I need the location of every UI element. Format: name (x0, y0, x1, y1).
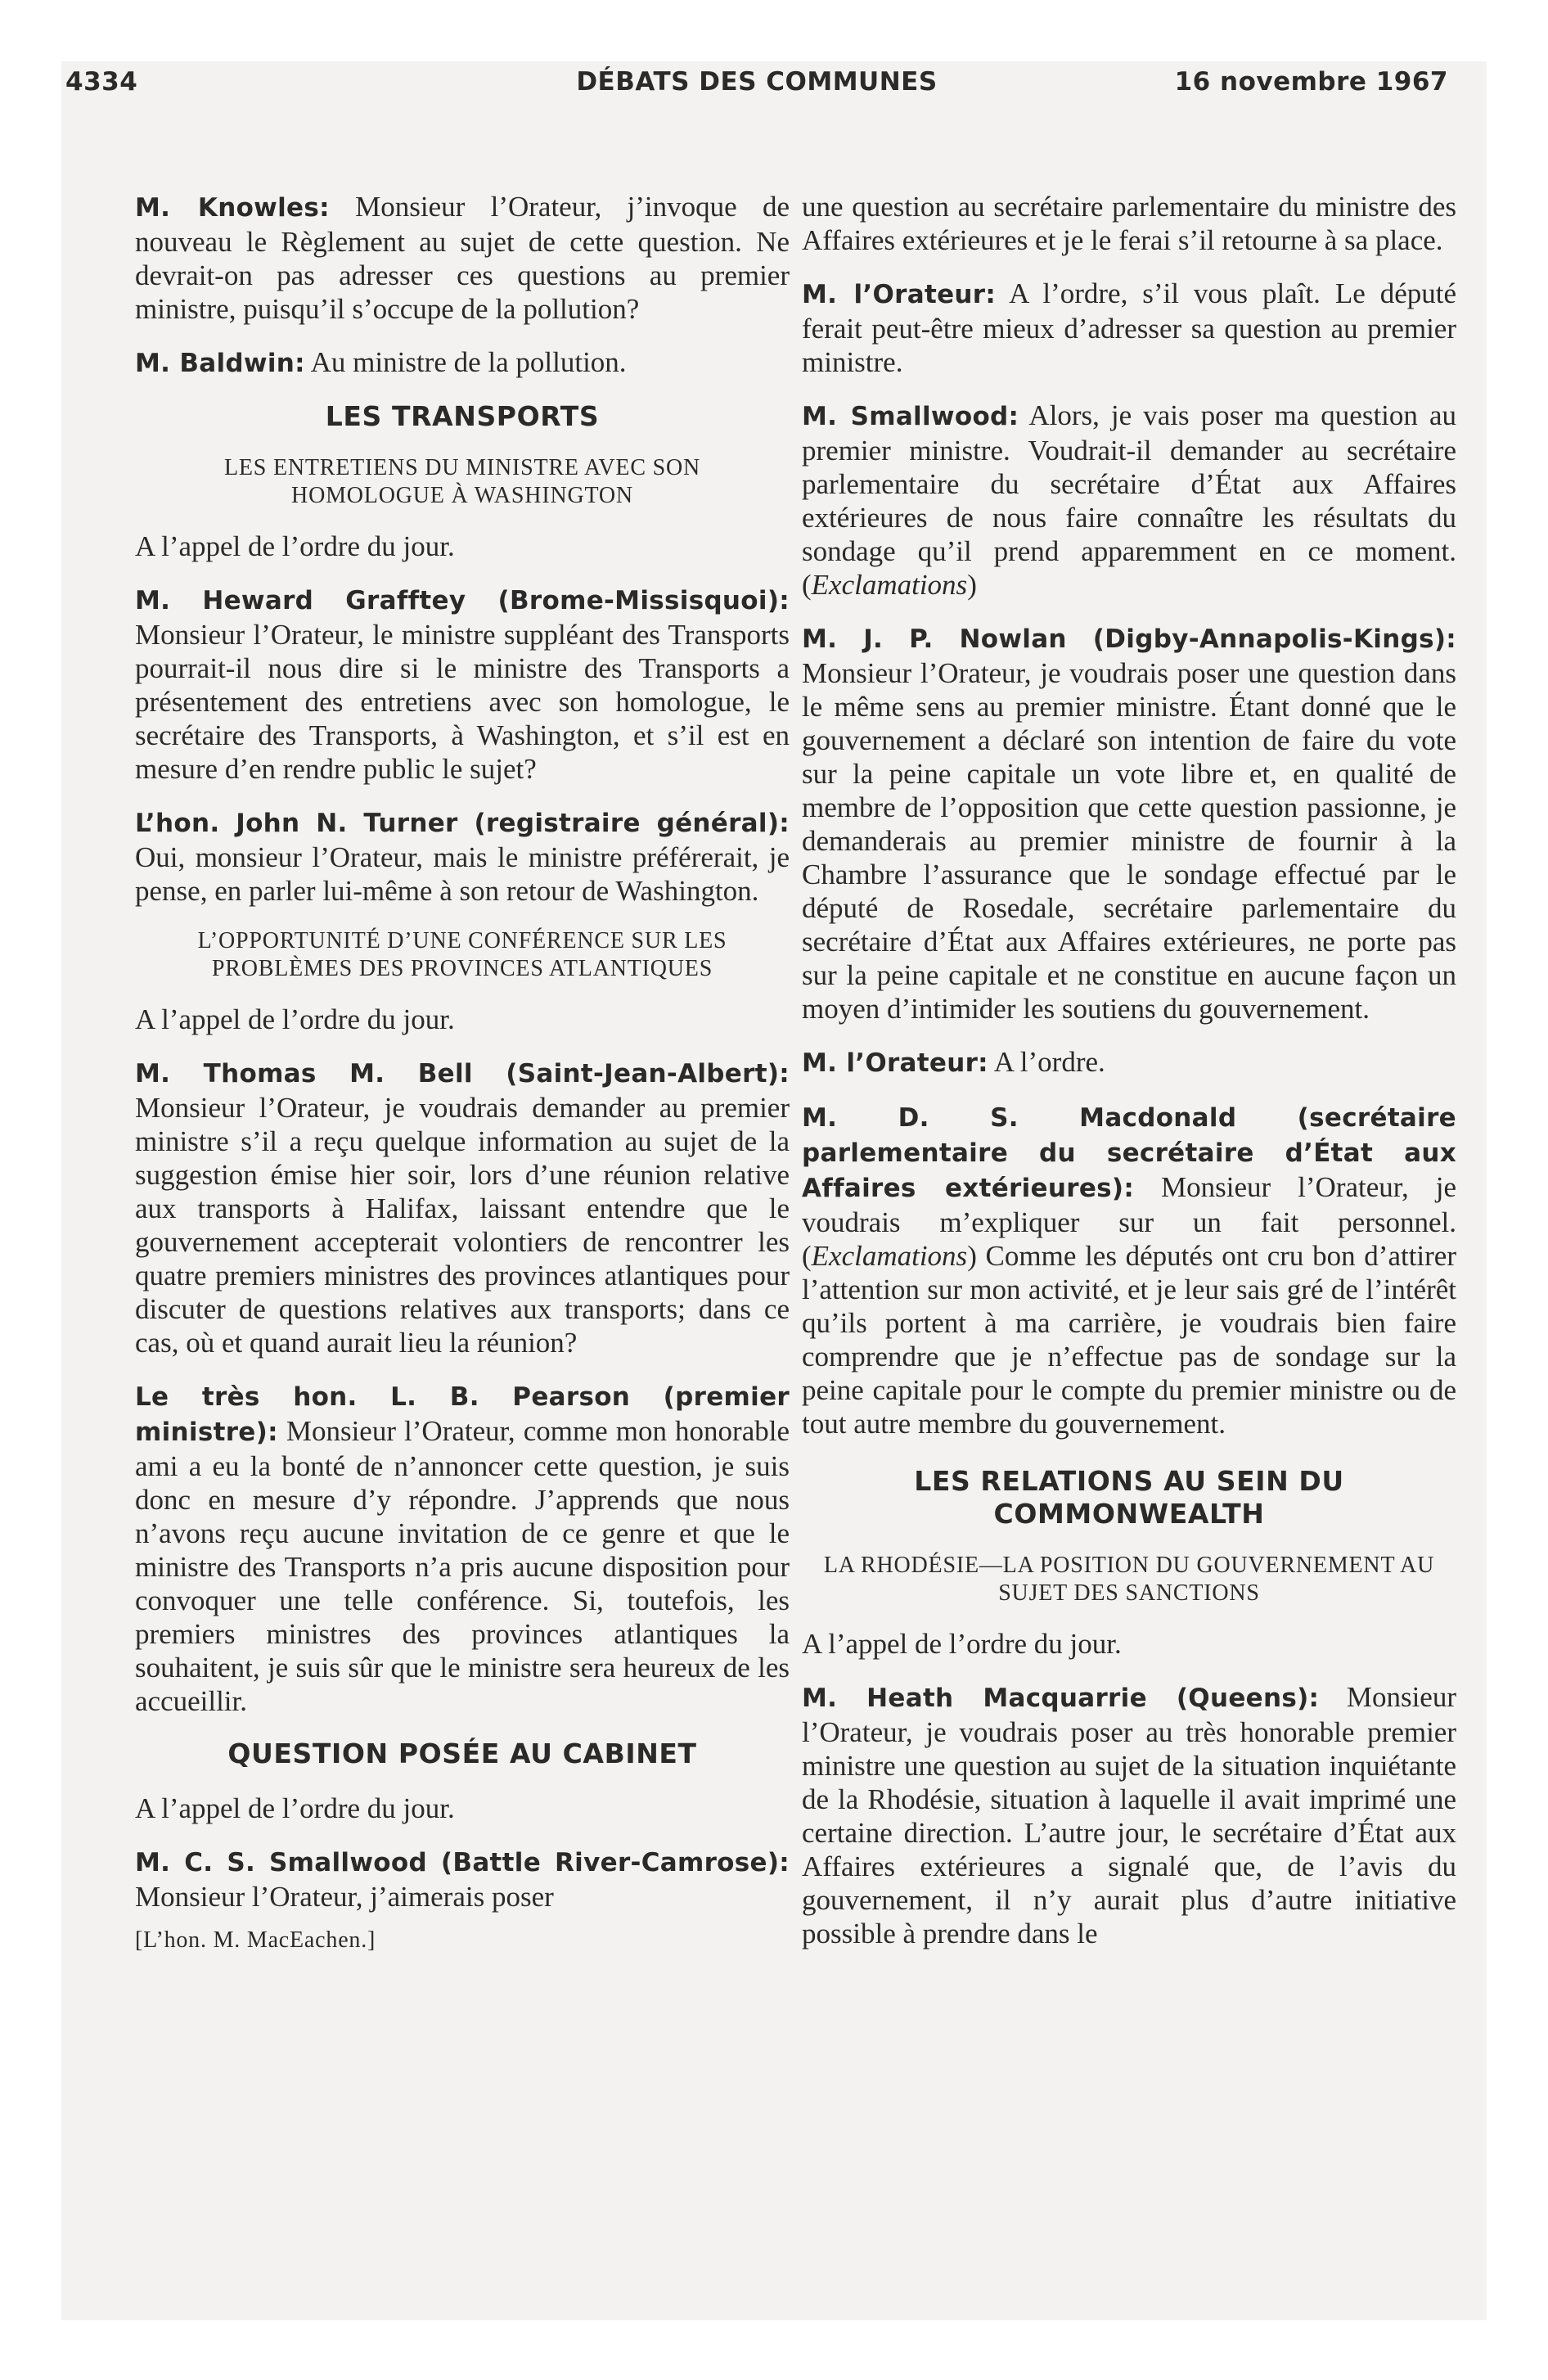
speech-text: Monsieur l’Orateur, je voudrais poser au très honorable premier ministre une question au sujet de la situation inquiétante de la Rhodésie, situation à laquelle il avait imprimé une certaine direction. L’autre jour, le secrétaire d’État aux Affaires extérieures a signalé que, de l’avis du gouvernement, il n’y aurait plus d’autre initiative possible à prendre dans le (802, 1681, 1456, 1950)
speech-text: Monsieur l’Orateur, comme mon honorable ami a eu la bonté de n’annoncer cette question, je suis donc en mesure d’y répondre. J’apprends que nous n’avons reçu aucune invitation de ce genre et que le ministre des Transports n’a pris aucune disposition pour convoquer une telle conférence. Si, toutefois, les premiers ministres des provinces atlantiques la souhaitent, je suis sûr que le ministre sera heureux de les accueillir. (135, 1415, 790, 1717)
speaker-name: M. Knowles: (135, 193, 330, 223)
paragraph (802, 1045, 1456, 1080)
interjection: Exclamations (811, 569, 968, 601)
paragraph (802, 1680, 1456, 1950)
paragraph (135, 805, 790, 908)
speaker-name: L’hon. John N. Turner (registraire général): (135, 809, 790, 838)
speech-text: Monsieur l’Orateur, je voudrais m’expliquer sur un fait personnel. ( (802, 1171, 1456, 1272)
paragraph (135, 1056, 790, 1359)
subsection-heading: LES ENTRETIENS DU MINISTRE AVEC SON HOMOLOGUE À WASHINGTON (223, 455, 701, 508)
order-of-day: A l’appel de l’ordre du jour. (135, 1003, 455, 1035)
speech-text: Monsieur l’Orateur, j’aimerais poser (135, 1881, 554, 1913)
speech-text: Alors, je vais poser ma question au premier ministre. Voudrait-il demander au secrétaire parlementaire du secrétaire d’État aux Affaires extérieures de nous faire connaître les résultats du sondage qu’il prend apparemment en ce moment. ( (802, 399, 1456, 601)
speech-text: ) (967, 569, 977, 601)
speech-text: Monsieur l’Orateur, je voudrais demander au premier ministre s’il a reçu quelque information au sujet de la suggestion émise hier soir, lors d’une réunion relative aux transports à Halifax, laissant entendre que le gouvernement accepterait volontiers de rencontrer les quatre premiers ministres des provinces atlantiques pour discuter de questions relatives aux transports; dans ce cas, où et quand aurait lieu la réunion? (135, 1092, 790, 1359)
speaker-name: Le très hon. L. B. Pearson (premier ministre): (135, 1382, 790, 1447)
subsection-heading: L’OPPORTUNITÉ D’UNE CONFÉRENCE SUR LES PROBLÈMES DES PROVINCES ATLANTIQUES (197, 928, 727, 981)
paragraph (135, 1845, 790, 1913)
journal-title: DÉBATS DES COMMUNES (576, 67, 938, 97)
speech-text: Monsieur l’Orateur, j’invoque de nouveau le Règlement au sujet de cette question. Ne devrait-on pas adresser ces questions au premier ministre, puisqu’il s’occupe de la pollution? (135, 191, 790, 325)
speech-text: Monsieur l’Orateur, le ministre suppléant des Transports pourrait-il nous dire si le ministre des Transports a présentement des entretiens avec son homologue, le secrétaire des Transports, à Washington, et s’il est en mesure d’en rendre public le sujet? (135, 619, 790, 785)
paragraph (135, 583, 790, 786)
speech-text: A l’ordre, s’il vous plaît. Le député ferait peut-être mieux d’adresser sa question au premier ministre. (802, 277, 1456, 378)
speaker-name: M. Heward Grafftey (Brome-Missisquoi): (135, 586, 790, 615)
left-column (135, 190, 790, 1957)
paragraph (802, 1100, 1456, 1440)
speaker-name: M. Smallwood: (802, 402, 1019, 431)
right-column (802, 190, 1456, 1970)
speaker-name: M. J. P. Nowlan (Digby-Annapolis-Kings): (802, 624, 1456, 654)
speaker-name: M. C. S. Smallwood (Battle River-Camrose): (135, 1848, 790, 1877)
paragraph (135, 1379, 790, 1718)
page-number: 4334 (65, 67, 138, 97)
speech-text: ) Comme les députés ont cru bon d’attirer l’attention sur mon activité, et je leur sais gré de l’intérêt qu’ils portent à ma carrière, je voudrais bien faire comprendre que je n’effectue pas de sondage sur la peine capitale pour le compte du premier ministre ou de tout autre membre du gouvernement. (802, 1240, 1456, 1440)
section-heading: LES RELATIONS AU SEIN DU COMMONWEALTH (914, 1465, 1344, 1530)
speaker-credit: [L’hon. M. MacEachen.] (135, 1927, 376, 1953)
speaker-name: M. l’Orateur: (802, 280, 997, 309)
paragraph (135, 345, 790, 381)
speaker-name: M. Thomas M. Bell (Saint-Jean-Albert): (135, 1059, 790, 1089)
section-heading: QUESTION POSÉE AU CABINET (227, 1738, 697, 1769)
order-of-day: A l’appel de l’ordre du jour. (802, 1628, 1122, 1660)
subsection-heading: LA RHODÉSIE—LA POSITION DU GOUVERNEMENT AU SUJET DES SANCTIONS (823, 1553, 1435, 1606)
order-of-day: A l’appel de l’ordre du jour. (135, 530, 455, 562)
speaker-name: M. D. S. Macdonald (secrétaire parlementaire du secrétaire d’État aux Affaires extérieures): (802, 1103, 1456, 1203)
paragraph (802, 621, 1456, 1025)
speaker-name: M. l’Orateur: (802, 1048, 988, 1078)
speech-text: Oui, monsieur l’Orateur, mais le ministre préférerait, je pense, en parler lui-même à son retour de Washington. (135, 841, 790, 907)
speaker-name: M. Heath Macquarrie (Queens): (802, 1684, 1320, 1713)
paragraph: une question au secrétaire parlementaire du ministre des Affaires extérieures et je le ferai s’il retourne à sa place. (802, 191, 1456, 256)
interjection: Exclamations (811, 1240, 968, 1272)
paragraph (802, 399, 1456, 602)
speech-text: Au ministre de la pollution. (304, 346, 627, 378)
page-header (65, 67, 1448, 116)
speech-text: Monsieur l’Orateur, je voudrais poser une question dans le même sens au premier ministre. Étant donné que le gouvernement a déclaré son intention de faire du vote sur la peine capitale un vote libre et, en qualité de membre de l’opposition que cette question passionne, je demanderais au premier ministre de fournir à la Chambre l’assurance que le sondage effectué par le député de Rosedale, secrétaire parlementaire du secrétaire d’État aux Affaires extérieures, ne porte pas sur la peine capitale et ne constitue en aucune façon un moyen d’intimider les soutiens du gouvernement. (802, 657, 1456, 1025)
paragraph (802, 277, 1456, 379)
speech-text: A l’ordre. (988, 1046, 1105, 1078)
section-heading: LES TRANSPORTS (325, 400, 600, 432)
paragraph (135, 190, 790, 326)
speaker-name: M. Baldwin: (135, 349, 305, 378)
order-of-day: A l’appel de l’ordre du jour. (135, 1792, 455, 1824)
page-date: 16 novembre 1967 (1174, 67, 1448, 97)
